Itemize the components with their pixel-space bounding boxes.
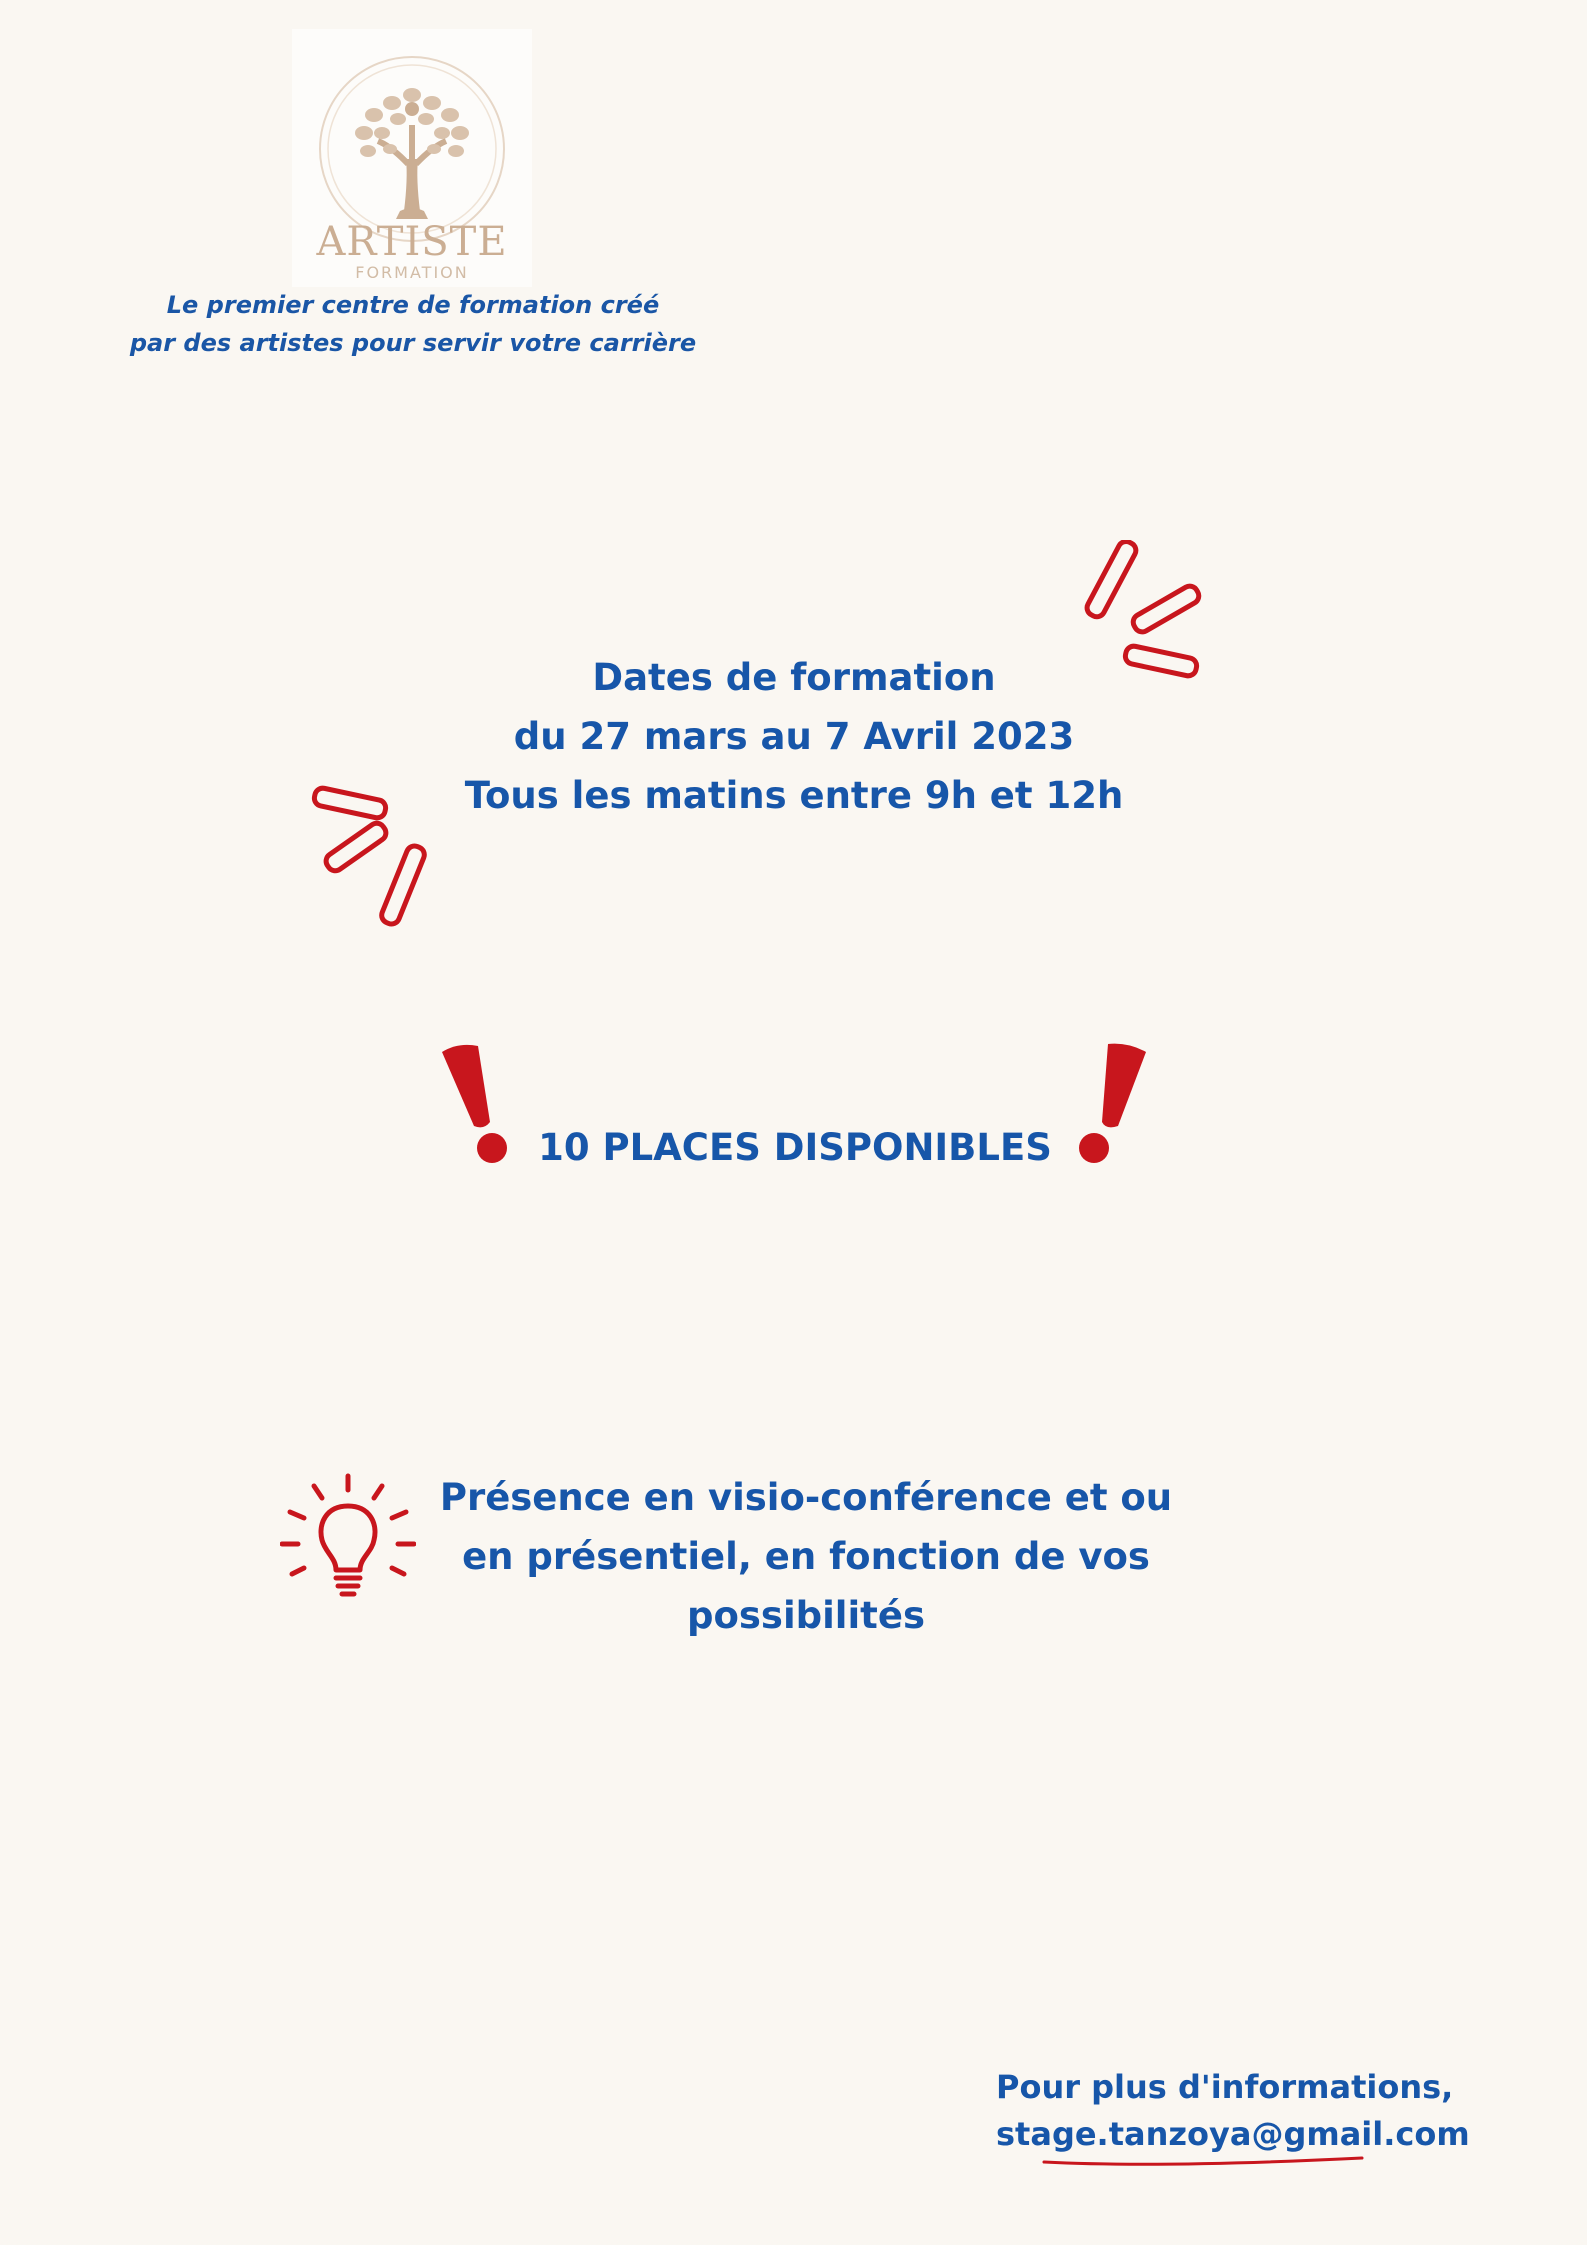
logo-subtitle: FORMATION — [355, 263, 469, 282]
logo-word: ARTISTE — [316, 219, 508, 265]
contact-intro: Pour plus d'informations, — [996, 2068, 1454, 2106]
light-bulb-icon — [280, 1472, 416, 1608]
tagline — [100, 286, 726, 362]
contact-email[interactable]: stage.tanzoya@gmail.com — [996, 2115, 1470, 2153]
presence-block — [406, 1468, 1206, 1645]
presence-line-3: possibilités — [687, 1594, 925, 1637]
dates-range: du 27 mars au 7 Avril 2023 — [513, 715, 1075, 758]
dates-title: Dates de formation — [592, 656, 996, 699]
dates-block — [394, 648, 1194, 825]
tagline-line-1: Le premier centre de formation créé — [166, 291, 660, 319]
dates-hours: Tous les matins entre 9h et 12h — [464, 774, 1124, 817]
places-available: 10 PLACES DISPONIBLES — [538, 1126, 1052, 1169]
email-underline-icon — [1040, 2152, 1370, 2172]
contact-block — [996, 2064, 1476, 2158]
tagline-line-2: par des artistes pour servir votre carrière — [129, 329, 697, 357]
logo — [292, 29, 532, 287]
presence-line-1: Présence en visio-conférence et ou — [439, 1476, 1173, 1519]
presence-line-2: en présentiel, en fonction de vos — [462, 1535, 1150, 1578]
